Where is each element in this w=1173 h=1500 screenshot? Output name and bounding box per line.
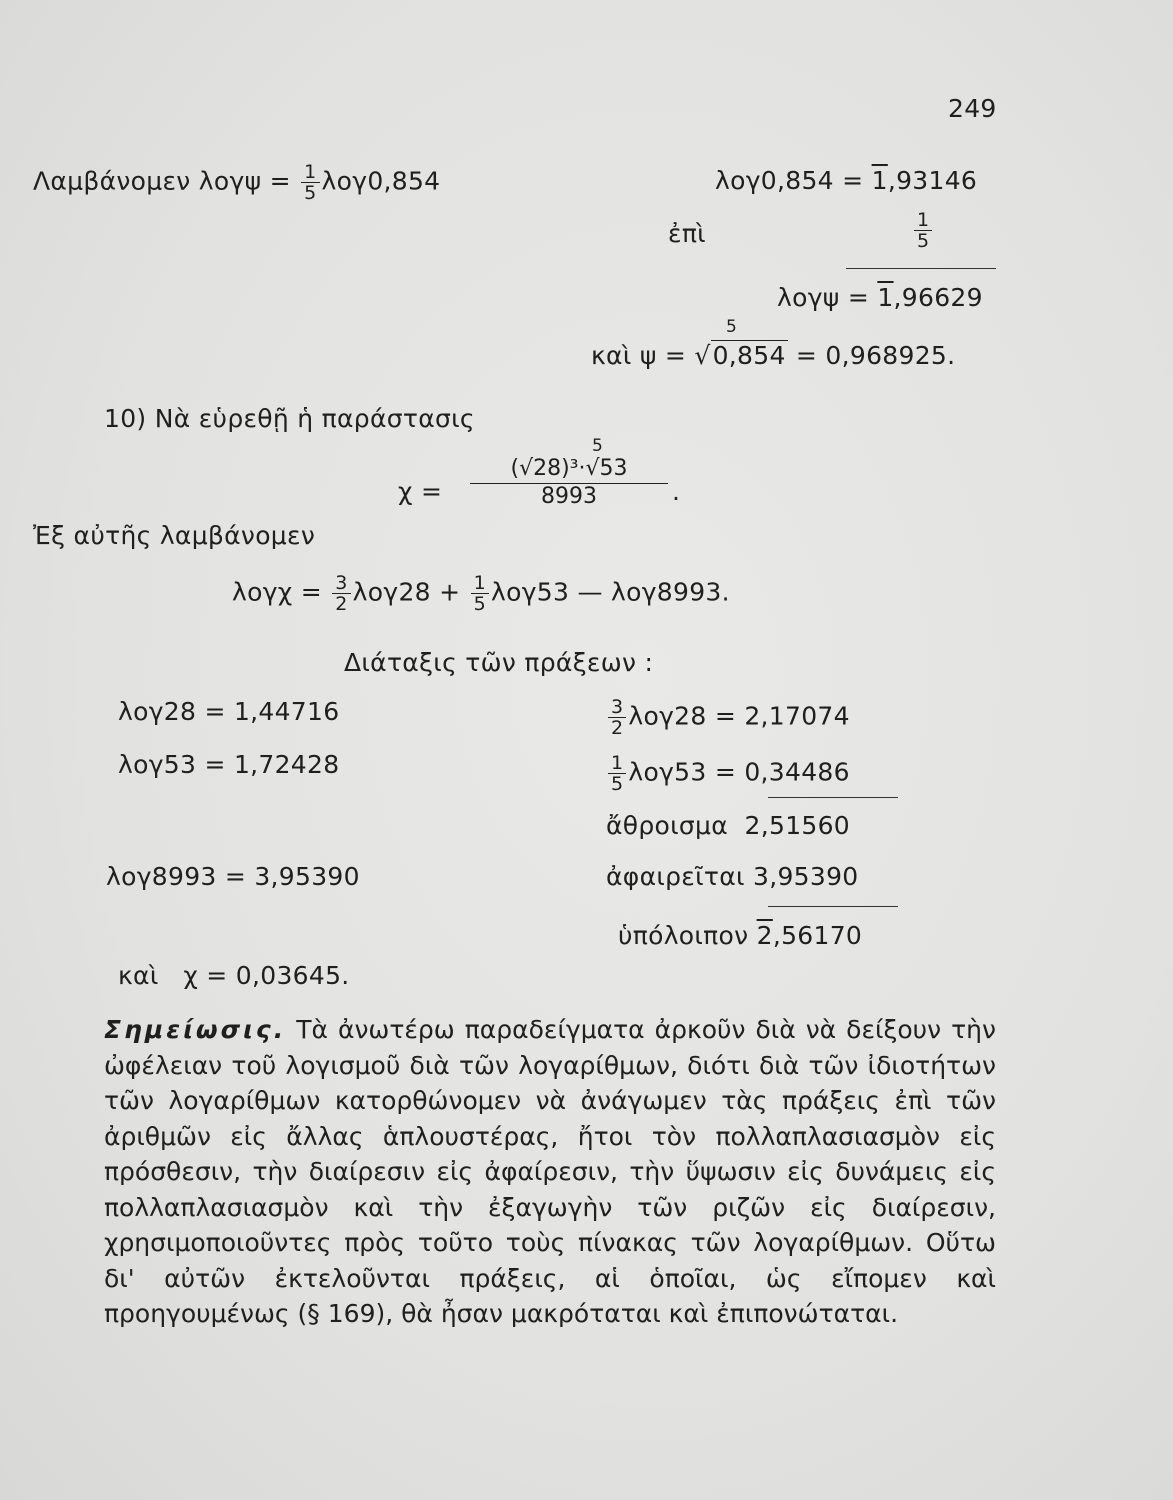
ex10-denominator: 8993 — [470, 483, 668, 509]
ex10-result: καὶ χ = 0,03645. — [118, 961, 350, 990]
left-col-row: λογ8993 = 3,95390 — [106, 862, 360, 891]
ex10-fraction — [470, 456, 668, 509]
subtract-row: ἀφαιρεῖται 3,95390 — [606, 862, 859, 891]
left-col-row: λογ53 = 1,72428 — [118, 750, 340, 779]
notes-lead: Σημείωσις. — [104, 1015, 287, 1044]
page-number: 249 — [948, 94, 997, 123]
right-col-row-2: $\frac{1}{5}$ λογ53 = 0,34486 — [606, 753, 850, 794]
ex9-log-value: λογ0,854 = 1,93146 — [715, 166, 978, 195]
ex9-root-result: καὶ ψ = √0,854 = 0,968925. — [591, 341, 956, 370]
sum-row: ἄθροισμα 2,51560 — [606, 811, 851, 840]
difference-rule — [768, 906, 898, 907]
ex10-root-index: 5 — [592, 436, 603, 456]
ex9-left-equation: Λαμβάνομεν λογψ = $\frac{1}{5}$ λογ0,854 — [33, 161, 441, 204]
ex10-heading: 10) Νὰ εὑρεθῇ ἡ παράστασις — [104, 404, 475, 433]
ex10-period: . — [672, 477, 681, 506]
left-col-row: λογ28 = 1,44716 — [118, 697, 340, 726]
ex9-root-index: 5 — [726, 317, 737, 337]
fraction: $\frac{1}{5}$ — [301, 162, 319, 203]
ex10-log-equation: λογχ = $\frac{3}{2}$ λογ28 + $\frac{1}{5}$ λογ53 — λογ8993. — [232, 572, 730, 615]
notes-text: Τὰ ἀνωτέρω παραδείγματα ἀρκοῦν διὰ νὰ δείξουν τὴν ὠφέλειαν τοῦ λογισμοῦ διὰ τῶν λογαρίθμων, διότι διὰ τῶν ἰδιοτήτων τῶν λογαρίθμων κατορθώνομεν νὰ ἀνάγωμεν τὰς πράξεις ἐπὶ τῶν ἀριθμῶν εἰς ἄλλας ἁπλουστέρας, ἤτοι τὸν πολλαπλασιασμὸν εἰς πρόσθεσιν, τὴν διαίρεσιν εἰς ἀφαίρεσιν, τὴν ὕψωσιν εἰς δυνάμεις εἰς πολλαπλασιασμὸν καὶ τὴν ἐξαγωγὴν τῶν ριζῶν εἰς διαίρεσιν, χρησιμοποιοῦντες πρὸς τοῦτο τοὺς πίνακας τῶν λογαρίθμων. Οὕτω δι' αὐτῶν ἐκτελοῦνται πράξεις, αἱ ὁποῖαι, ὡς εἴπομεν καὶ προηγουμένως (§ 169), θὰ ἦσαν μακρόταται καὶ ἐπιπονώταται. — [104, 1015, 996, 1328]
right-col-row-1: $\frac{3}{2}$ λογ28 = 2,17074 — [606, 697, 850, 738]
ex9-epi-fraction: $\frac{1}{5}$ — [912, 210, 934, 251]
ex9-epi-label: ἐπὶ — [668, 219, 706, 248]
ex9-rule — [846, 268, 996, 269]
ex10-layout-title: Διάταξις τῶν πράξεων : — [344, 648, 654, 677]
remainder-row: ὑπόλοιπον 2,56170 — [618, 921, 863, 950]
sum-rule — [768, 797, 898, 798]
ex10-numerator: (√28)³·√53 — [510, 456, 628, 481]
ex10-intro: Ἐξ αὐτῆς λαμβάνομεν — [33, 521, 316, 550]
ex10-x-label: χ = — [398, 477, 443, 506]
notes-paragraph — [104, 1012, 996, 1332]
ex9-product: λογψ = 1,96629 — [777, 283, 983, 312]
